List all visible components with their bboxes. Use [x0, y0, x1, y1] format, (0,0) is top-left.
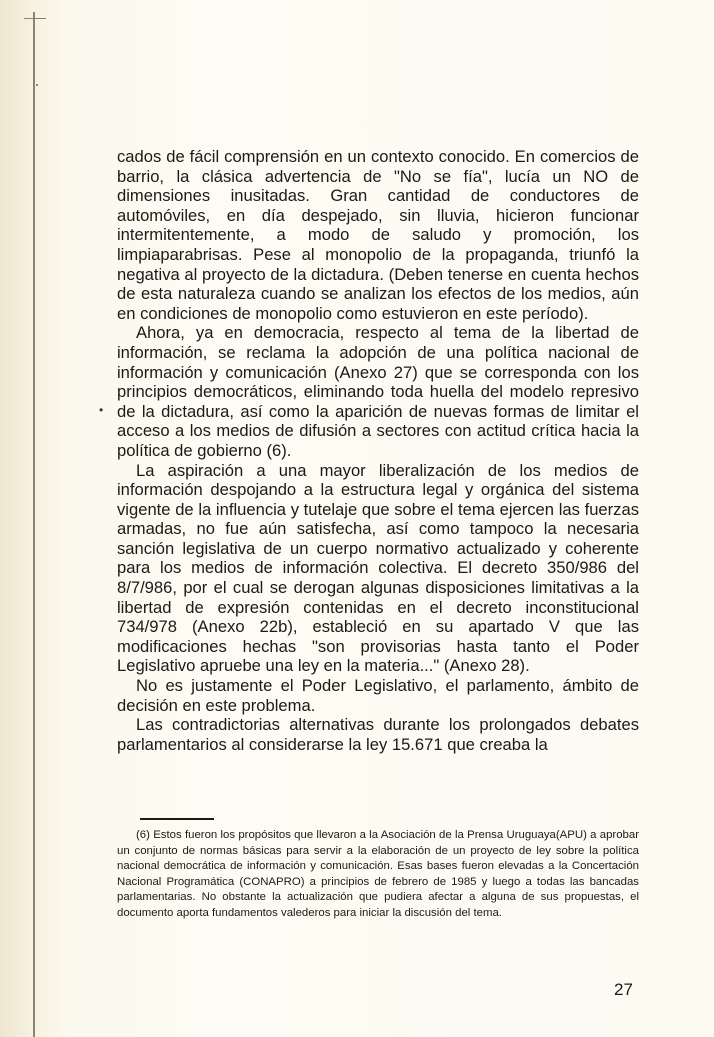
paragraph-1: cados de fácil comprensión en un contexto conocido. En comercios de barrio, la clásica advertencia de "No se fía", lucía un NO de dimensiones inusitadas. Gran cantidad de conductores de automóviles, en día despejado, sin lluvia, hicieron funcionar intermitentemente, a modo de saludo y promoción, los limpiaparabrisas. Pese al monopolio de la propaganda, triunfó la negativa al proyecto de la dictadura. (Deben tenerse en cuenta hechos de esta naturaleza cuando se analizan los efectos de los medios, aún en condiciones de monopolio como estuvieron en este período).: [117, 147, 639, 323]
paragraph-4: No es justamente el Poder Legislativo, el parlamento, ámbito de decisión en este problema.: [117, 676, 639, 715]
margin-dot: [36, 84, 38, 86]
margin-bullet: •: [99, 403, 104, 417]
binding-mark: [24, 18, 46, 19]
footnote: (6) Estos fueron los propósitos que llevaron a la Asociación de la Prensa Uruguaya(APU) a aprobar un conjunto de normas básicas para servir a la elaboración de un proyecto de ley sobre la política nacional democrática de información y comunicación. Esas bases fueron elevadas a la Concertación Nacional Programática (CONAPRO) a principios de febrero de 1985 y luego a todas las bancadas parlamentarias. No obstante la actualización que pudiera afectar a alguna de sus propuestas, el documento aporta fundamentos valederos para iniciar la discusión del tema.: [117, 829, 639, 919]
footnote-separator: [140, 818, 214, 820]
paragraph-3: La aspiración a una mayor liberalización de los medios de información despojando a la estructura legal y orgánica del sistema vigente de la influencia y tutelaje que sobre el tema ejercen las fuerzas armadas, no fue aún satisfecha, así como tampoco la necesaria sanción legislativa de un cuerpo normativo actualizado y coherente para los medios de información colectiva. El decreto 350/986 del 8/7/986, por el cual se derogan algunas disposiciones limitativas a la libertad de expresión contenidas en el decreto inconstitucional 734/978 (Anexo 22b), estableció en su apartado V que las modificaciones hechas "son provisorias hasta tanto el Poder Legislativo apruebe una ley en la materia..." (Anexo 28).: [117, 460, 639, 676]
paragraph-5: Las contradictorias alternativas durante los prolongados debates parlamentarios al considerarse la ley 15.671 que creaba la: [117, 715, 639, 754]
binding-edge: [33, 12, 35, 1037]
paragraph-2: Ahora, ya en democracia, respecto al tema de la libertad de información, se reclama la adopción de una política nacional de información y comunicación (Anexo 27) que se corresponda con los principios democráticos, eliminando toda huella del modelo represivo de la dictadura, así como la aparición de nuevas formas de limitar el acceso a los medios de difusión a sectores con actitud crítica hacia la política de gobierno (6).: [117, 323, 639, 460]
body-text: [117, 147, 639, 754]
page-number: 27: [614, 980, 633, 999]
